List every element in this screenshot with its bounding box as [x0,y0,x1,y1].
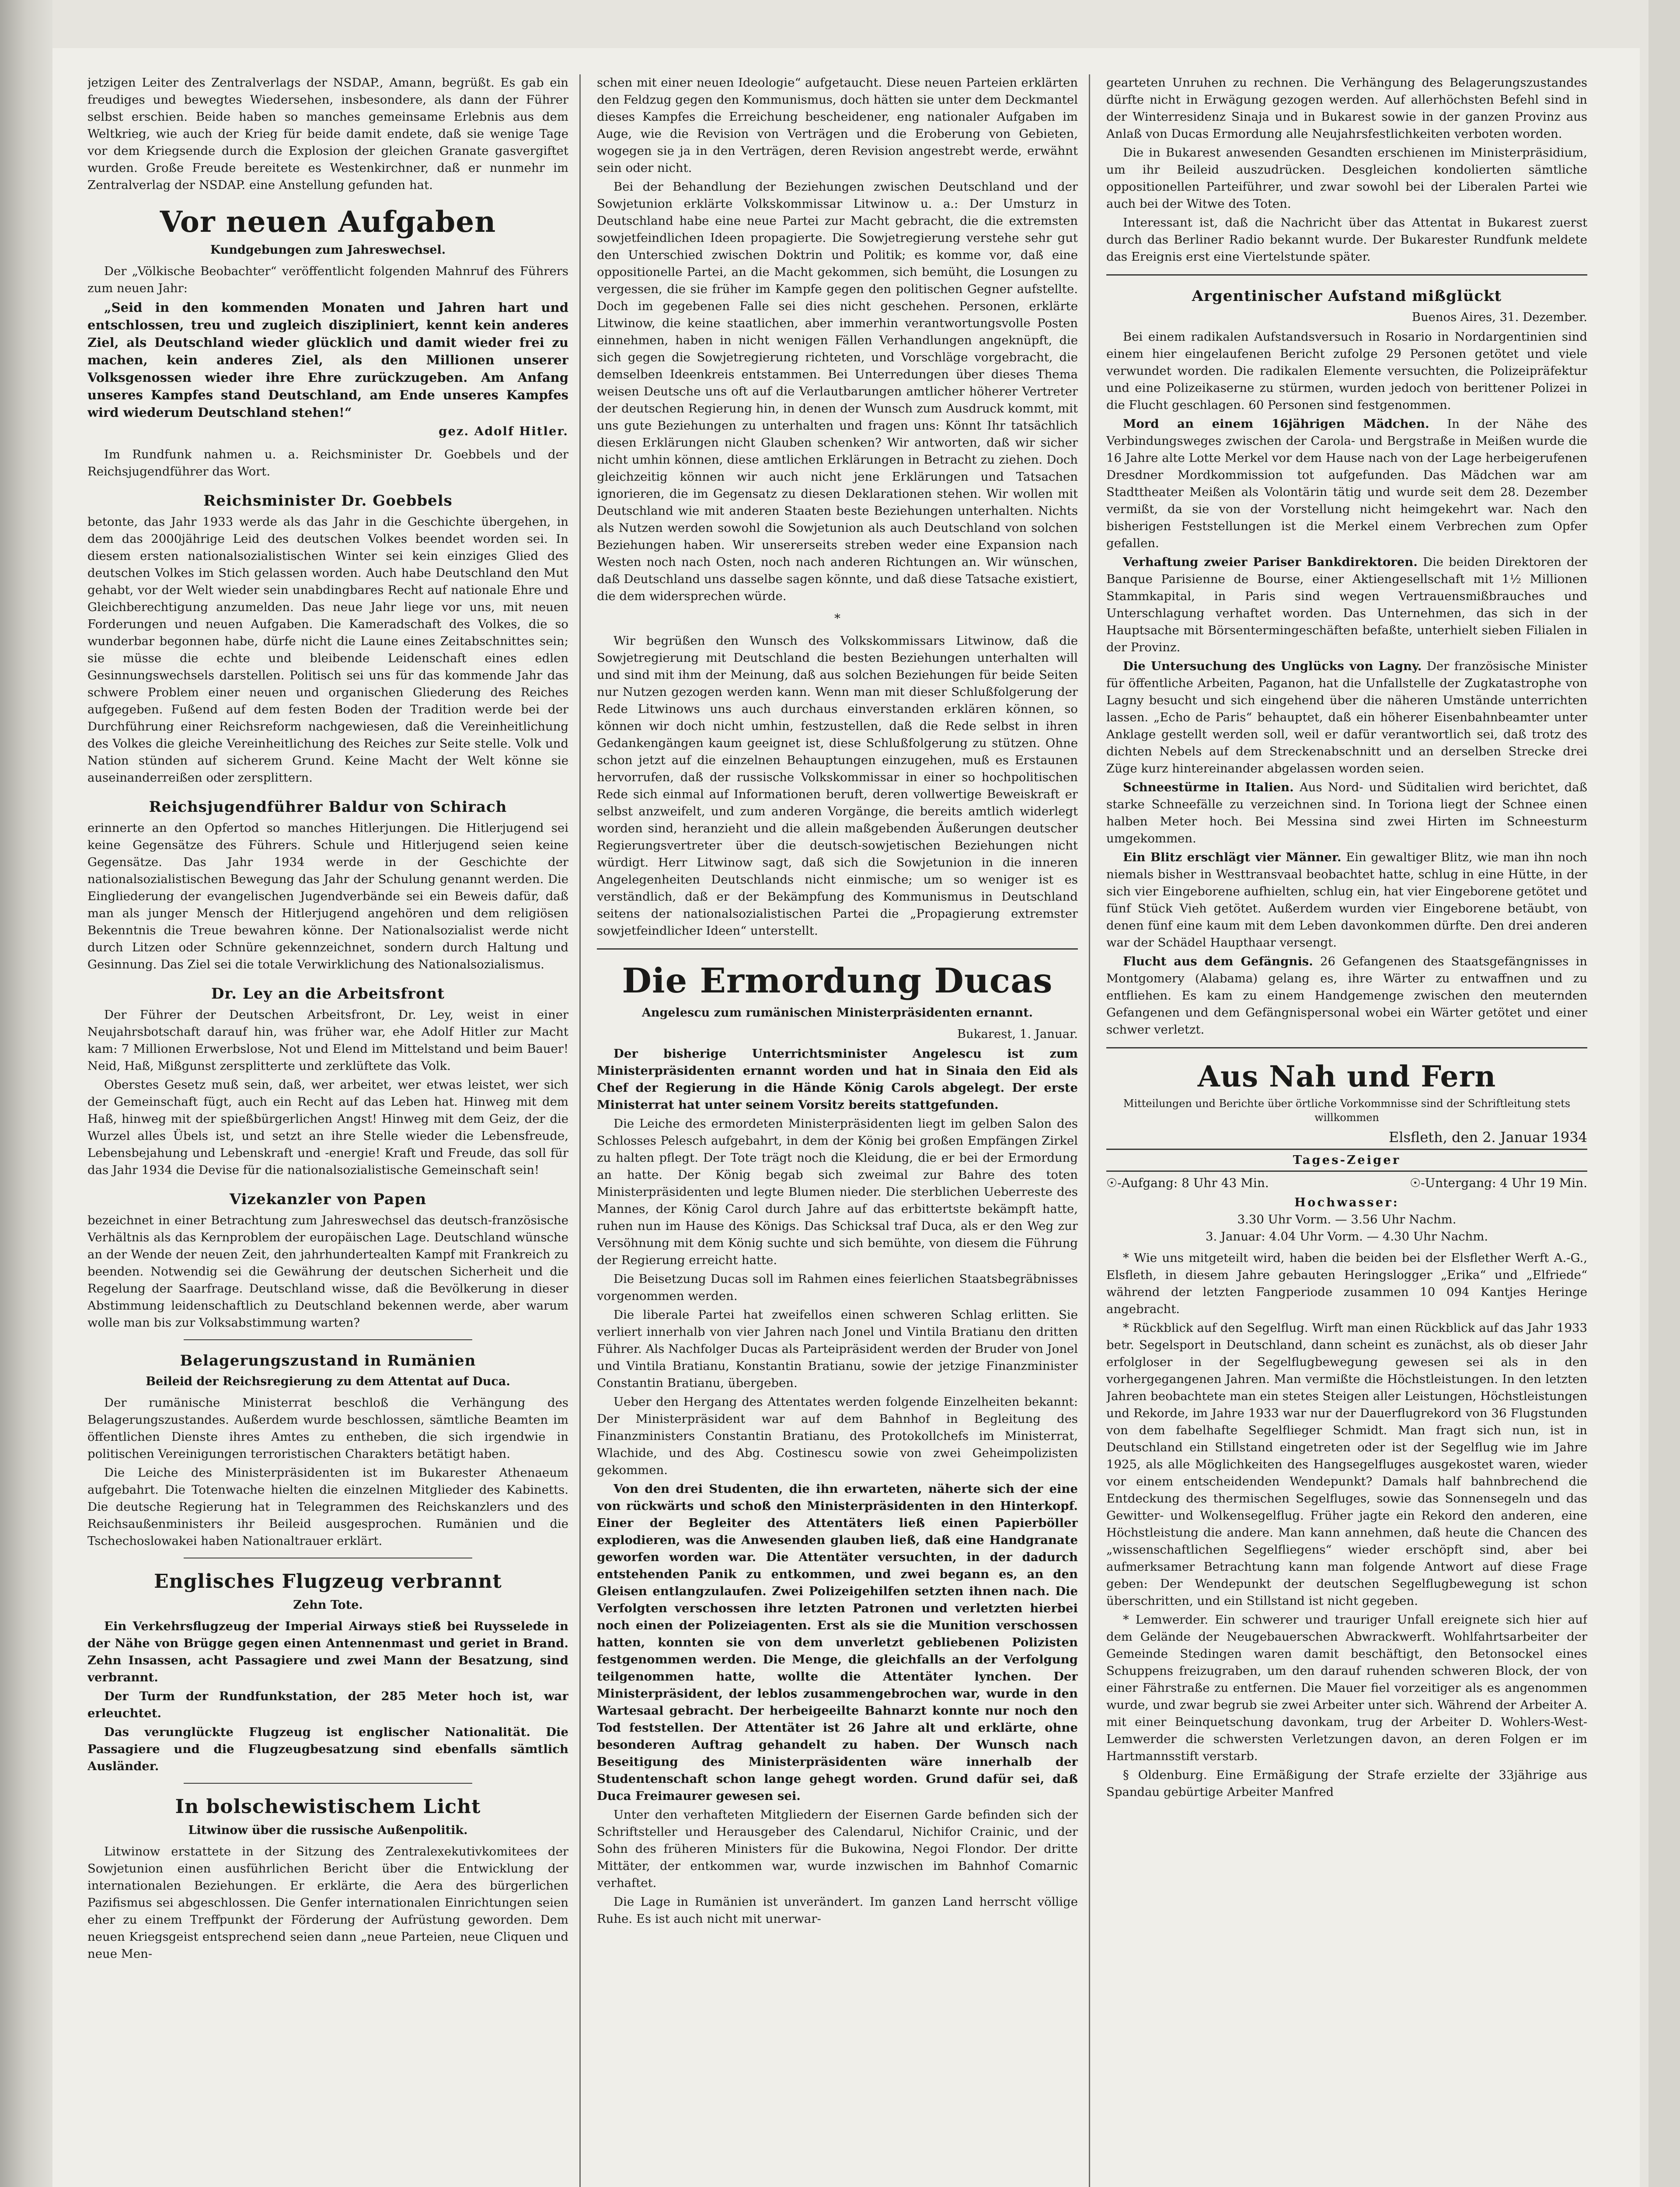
tide-times: 3.30 Uhr Vorm. — 3.56 Uhr Nachm. [1237,1212,1457,1226]
news-text: Ein gewaltiger Blitz, wie man ihn noch niemals bisher in Westtransvaal beobachtet hatte, schlug in eine Hütte, in der sich vier Eingeborene aufhielten, schlug ein, hat vier Eingeborene getötet und fünf Stück Vieh getötet. Außerdem wurden vier Eingeborene betäubt, von denen fünf eine kaum mit dem Leben davonkommen dürfte. Den drei anderen war der Schädel Haupthaar versengt. [1106,850,1587,950]
column-rule [579,74,581,2187]
subheadline: Zehn Tote. [293,1598,363,1612]
column-2 [597,74,1078,2187]
sunrise-time: ☉-Aufgang: 8 Uhr 43 Min. [1106,1176,1269,1190]
tide-times: 3. Januar: 4.04 Uhr Vorm. — 4.30 Uhr Nachm. [1205,1230,1488,1244]
dateline: Bukarest, 1. Januar. [957,1027,1078,1041]
paragraph: Ein Verkehrsflugzeug der Imperial Airways stieß bei Ruysselede in der Nähe von Brügge gegen einen Antennenmast und geriet in Brand. Zehn Insassen, acht Passagiere und zwei Mann der Besatzung, sind verbrannt. [87,1619,568,1684]
paragraph: Der rumänische Ministerrat beschloß die Verhängung des Belagerungszustandes. Außerdem wurde beschlossen, sämtliche Beamten im öffentlichen Dienste ihres Amtes zu entheben, die sich irgendwie in politischen Vereinigungen terroristischen Charakters betätigt haben. [87,1396,568,1461]
paragraph: Bei einem radikalen Aufstandsversuch in Rosario in Nordargentinien sind einem hier eingelaufenen Bericht zufolge 29 Personen getötet und viele verwundet worden. Die radikalen Elemente versuchten, die Polizeipräfektur und eine Polizeikaserne zu stürmen, wurden jedoch von berittener Polizei in die Flucht geschlagen. 60 Personen sind festgenommen. [1106,330,1587,412]
paragraph: Oberstes Gesetz muß sein, daß, wer arbeitet, wer etwas leistet, wer sich der Gemeinschaft fügt, auch ein Recht auf das Leben hat. Hinweg mit dem Haß, hinweg mit der spießbürgerlichen Angst! Hinweg mit dem Geiz, der die Wurzel alles Übels ist, und setzt an ihre Stelle wieder die Lebensfreude, Lebensbejahung und Lebenskraft und -energie! Kraft und Freude, das soll für das Jahr 1934 die Devise für die nationalsozialistische Gemeinschaft sein! [87,1078,568,1177]
divider [597,948,1078,950]
headline-englisches-flugzeug: Englisches Flugzeug verbrannt [154,1570,502,1593]
paragraph: Die liberale Partei hat zweifellos einen schweren Schlag erlitten. Sie verliert innerhalb von vier Jahren nach Jonel und Vintila Bratianu den dritten Führer. Als Nachfolger Ducas als Parteipräsident werden der Bruder von Jonel und Vintila Bratianu, Konstantin Bratianu, sowie der jetzige Finanzminister Constantin Bratianu, übergeben. [597,1308,1078,1390]
divider [184,1783,472,1784]
page-edge [1649,0,1680,2187]
sun-times [1106,1174,1587,1191]
subheadline: Kundgebungen zum Jahreswechsel. [210,243,446,257]
paragraph: betonte, das Jahr 1933 werde als das Jahr in die Geschichte übergehen, in dem das 2000jährige Leid des deutschen Volkes beendet worden sei. In diesem ersten nationalsozialistischen Winter sei kein einziges Glied des deutschen Volkes im Stich gelassen worden. Auch habe Deutschland den Mut gehabt, vor der Welt wieder sein unabdingbares Recht auf nationale Ehre und Gleichberechtigung anzumelden. Das neue Jahr liege vor uns, mit neuen Forderungen und neuen Aufgaben. Die Kameradschaft des Volkes, die so wunderbar begonnen habe, dürfe nicht die Laune eines Zeitabschnittes sein; sie müsse die echte und bleibende Leidenschaft eines edlen Gesinnungswechsels darstellen. Politisch sei uns für das kommende Jahr das schwere Problem einer neuen und organischen Gliederung des Reiches aufgegeben. Fußend auf dem festen Boden der Tradition werde bei der Durchführung einer Reichsreform nachgewiesen, daß die Vereinheitlichung des Volkes die gleiche Vereinheitlichung des Reiches zur Seite stelle. Volk und Nation stünden auf sicherem Grund. Keine Macht der Welt könne sie auseinanderreißen oder zersplittern. [87,515,568,785]
tageszeiger-title: Tages-Zeiger [1106,1149,1587,1172]
article-continuation: gearteten Unruhen zu rechnen. Die Verhängung des Belagerungszustandes dürfte nicht in Erwägung gezogen werden. Auf allerhöchsten Befehl sind in der Winterresidenz Sinaja und in Bukarest sowie in der ganzen Provinz aus Anlaß von Ducas Ermordung alle Neujahrsfestlichkeiten verboten worden. [1106,76,1587,141]
divider [1106,274,1587,276]
quote-block: „Seid in den kommenden Monaten und Jahren hart und entschlossen, treu und zugleich diszipliniert, kennt kein anderes Ziel, als Deutschland wieder glücklich und damit wieder frei zu machen, kein anderes Ziel, als den Millionen unserer Volksgenossen wieder ihre Ehre zurückzugeben. Am Anfang unseres Kampfes stand Deutschland, am Ende unseres Kampfes wird wiederum Deutschland stehen!“ [87,300,568,420]
news-title: Schneestürme in Italien. [1123,780,1294,794]
news-text: 26 Gefangenen des Staatsgefängnisses in Montgomery (Alabama) gelang es, ihre Wärter zu entwaffnen und zu entfliehen. Es kam zu einem Handgemenge zwischen den meuternden Gefangenen und dem Gefängnispersonal wobei ein Wärter getötet und einer schwer verletzt. [1106,954,1587,1037]
hochwasser-title: Hochwasser: [1294,1195,1399,1209]
local-news: § Oldenburg. Eine Ermäßigung der Strafe erzielte der 33jährige aus Spandau gebürtige Arbeiter Manfred [1106,1768,1587,1799]
paragraph: Die Leiche des ermordeten Ministerpräsidenten liegt im gelben Salon des Schlosses Pelesch aufgebahrt, in dem der König bei großen Empfängen Zirkel zu halten pflegt. Der Tote trägt noch die Kleidung, die er bei der Ermordung an hatte. Der König begab sich zweimal zur Bahre des toten Ministerpräsidenten und legte Blumen nieder. Die sterblichen Ueberreste des Mannes, der König Carol durch Jahre auf das erbittertste bekämpft hatte, ruhen nun im Hause des Königs. Das Schicksal traf Duca, als er den Weg zur Versöhnung mit dem König suchte und sich bemühte, von diesem die Führung der Regierung erreicht hatte. [597,1117,1078,1267]
headline-papen: Vizekanzler von Papen [229,1191,427,1208]
news-title: Ein Blitz erschlägt vier Männer. [1123,850,1342,864]
column-1 [87,74,568,2187]
headline-ermordung-ducas: Die Ermordung Ducas [622,961,1053,1001]
local-news: * Wie uns mitgeteilt wird, haben die beiden bei der Elsflether Werft A.-G., Elsfleth, in diesem Jahre gebauten Heringslogger „Erika“ und „Elfriede“ während der letzten Fangperiode zusammen 10 094 Kantjes Heringe angebracht. [1106,1251,1587,1316]
column-3 [1106,74,1587,2187]
paragraph: Interessant ist, daß die Nachricht über das Attentat in Bukarest zuerst durch das Berliner Radio bekannt wurde. Der Bukarester Rundfunk meldete das Ereignis erst eine Viertelstunde später. [1106,216,1587,264]
asterisk-separator: * [834,611,840,625]
subheadline: Angelescu zum rumänischen Ministerpräsidenten ernannt. [641,1006,1033,1020]
local-news: * Rückblick auf den Segelflug. Wirft man einen Rückblick auf das Jahr 1933 betr. Segelsport in Deutschland, dann scheint es zunächst, als ob dieser Jahr erfolgloser in der Segelflugbewegung gewesen sei als in den vorhergegangenen Jahren. Man vermißte die Höchstleistungen. In den letzten Jahren beobachtete man ein stetes Steigen aller Leistungen, Höchstleistungen und Rekorde, im Jahre 1933 war nur der Dauerflugrekord von 36 Flugstunden von dem fabelhafte Segelflieger Schmidt. Man fragt sich nun, ist in Deutschland ein Stillstand eingetreten oder ist der Segelflug wie im Jahre 1925, als alle Möglichkeiten des Hangsegelfluges ausgekostet waren, wieder vor einem entscheidenden Wendepunkt? Damals half bahnbrechend die Entdeckung des thermischen Segelfluges, sowie das Sonnensegeln und das Gewitter- und Wolkensegelflug. Früher jagte ein Rekord den anderen, eine Höchstleistung die andere. Man kann annehmen, daß heute die Chancen des „wissenschaftlichen Segelfliegens“ wieder erschöpft sind, aber bei aufmerksamer Betrachtung kann man folgende Antwort auf diese Frage geben: Der Wendepunkt der deutschen Segelflugbewegung ist schon überschritten, und ein Stillstand ist nicht gegeben. [1106,1321,1587,1608]
paragraph: Litwinow erstattete in der Sitzung des Zentralexekutivkomitees der Sowjetunion einen ausführlichen Bericht über die Entwicklung der internationalen Beziehungen. Er erklärte, die Aera des bürgerlichen Pazifismus sei abgeschlossen. Die Genfer internationalen Einrichtungen seien eher zu einem Treffpunkt der Förderung der Aufrüstung geworden. Dem neuen Kriegsgeist entsprechend seien dann „neue Parteien, neue Cliquen und neue Men- [87,1845,568,1961]
news-title: Mord an einem 16jährigen Mädchen. [1123,417,1429,431]
lead-paragraph: Der bisherige Unterrichtsminister Angelescu ist zum Ministerpräsidenten ernannt worden und hat in Sinaia den Eid als Chef der Regierung in die Hände König Carols abgelegt. Der erste Ministerrat hat unter seinem Vorsitz bereits stattgefunden. [597,1047,1078,1112]
news-text: Die beiden Direktoren der Banque Parisienne de Bourse, einer Aktiengesellschaft mit 1½ Millionen Stammkapital, in Paris sind wegen Vertrauensmißbrauches und Unterschlagung verhaftet worden. Das Unternehmen, das sich in der Hauptsache mit Börsentermingeschäften befaßte, unterhielt sieben Filialen in der Provinz. [1106,555,1587,654]
paragraph: Der Führer der Deutschen Arbeitsfront, Dr. Ley, weist in einer Neujahrsbotschaft darauf hin, was früher war, ehe Adolf Hitler zur Macht kam: 7 Millionen Erwerbslose, Not und Elend im Mittelstand und beim Bauer! Neid, Haß, Mißgunst zersplitterte und zerklüftete das Volk. [87,1008,568,1073]
paragraph: Unter den verhafteten Mitgliedern der Eisernen Garde befinden sich der Schriftsteller und Herausgeber des Calendarul, Nichifor Crainic, und der Sohn des früheren Ministers für die Bukowina, Negoi Flondor. Der dritte Mittäter, der entkommen war, wurde inzwischen im Bahnhof Comarnic verhaftet. [597,1808,1078,1890]
news-title: Verhaftung zweier Pariser Bankdirektoren. [1123,555,1418,569]
news-text: Aus Nord- und Süditalien wird berichtet, daß starke Schneefälle zu verzeichnen sind. In Toriona liegt der Schnee einen halben Meter hoch. Bei Messina sind zwei Hirten im Schneesturm umgekommen. [1106,780,1587,845]
paragraph: Das verunglückte Flugzeug ist englischer Nationalität. Die Passagiere und die Flugzeugbesatzung sind ebenfalls sämtlich Ausländer. [87,1725,568,1773]
news-title: Die Untersuchung des Unglücks von Lagny. [1123,659,1422,673]
headline-ley: Dr. Ley an die Arbeitsfront [211,985,445,1003]
headline-bolschewistisch: In bolschewistischem Licht [175,1796,481,1818]
headline-argentinien: Argentinischer Aufstand mißglückt [1192,287,1502,305]
headline-aus-nah-und-fern: Aus Nah und Fern [1197,1059,1496,1094]
paragraph: Von den drei Studenten, die ihn erwarteten, näherte sich der eine von rückwärts und schoß den Ministerpräsidenten in den Hinterkopf. Einer der Begleiter des Attentäters ließ einen Papierböller explodieren, was die Anwesenden glauben ließ, daß eine Handgranate geworfen worden war. Die Attentäter versuchten, in der dadurch entstehenden Panik zu entkommen, und zwei begann es, an den Gleisen entlangzulaufen. Zwei Polizeigehilfen setzten ihnen nach. Die Verfolgten verschossen ihre letzten Patronen und verletzten hierbei noch einen der Polizeiagenten. Erst als sie die Munition verschossen hatten, konnten sie von dem unverletzt gebliebenen Polizisten festgenommen werden. Die Menge, die gleichfalls an der Verfolgung teilgenommen hatte, wollte die Attentäter lynchen. Der Ministerpräsident, der leblos zusammengebrochen war, wurde in den Wartesaal gebracht. Der herbeigeeilte Bahnarzt konnte nur noch den Tod feststellen. Der Attentäter ist 26 Jahre alt und erklärte, ohne besonderen Auftrag gehandelt zu haben. Der Wunsch nach Beseitigung des Ministerpräsidenten wäre innerhalb der Studentenschaft schon lange gehegt worden. Grund dafür sei, daß Duca Freimaurer gewesen sei. [597,1482,1078,1803]
paragraph: Der Turm der Rundfunkstation, der 285 Meter hoch ist, war erleuchtet. [87,1689,568,1720]
paragraph: Die Leiche des Ministerpräsidenten ist im Bukarester Athenaeum aufgebahrt. Die Totenwache hielten die einzelnen Mitglieder des Kabinetts. Die deutsche Regierung hat in Telegrammen des Reichskanzlers und des Reichsaußenministers ihr Beileid ausgesprochen. Rumänien und die Tschechoslowakei haben Nationaltrauer erklärt. [87,1466,568,1548]
paragraph: bezeichnet in einer Betrachtung zum Jahreswechsel das deutsch-französische Verhältnis als das Kernproblem der europäischen Lage. Deutschland wünsche an der Wende der neuen Zeit, den jahrhundertealten Kampf mit Frankreich zu beenden. Notwendig sei die Gewährung der deutschen Sicherheit und die Regelung der Saarfrage. Deutschland wisse, daß die Bevölkerung in dieser Abstimmung leidenschaftlich zu Deutschland bekennen werde, aber warum wolle man bis zur Volksabstimmung warten? [87,1213,568,1330]
subheadline: Beileid der Reichsregierung zu dem Attentat auf Duca. [146,1375,510,1388]
dateline: Elsfleth, den 2. Januar 1934 [1388,1129,1587,1146]
dateline: Buenos Aires, 31. Dezember. [1412,310,1587,324]
article-continuation: schen mit einer neuen Ideologie“ aufgetaucht. Diese neuen Parteien erklärten den Feldzug gegen den Kommunismus, doch hätten sie unter dem Deckmantel dieses Kampfes die Erreichung bescheidener, eng nationaler Aufgaben im Auge, wie die Revision von Verträgen und die Eroberung von Gebieten, wogegen sie ja in den Verträgen, deren Revision angestrebt werde, erwähnt sein oder nicht. [597,76,1078,175]
paragraph: erinnerte an den Opfertod so manches Hitlerjungen. Die Hitlerjugend sei keine Gegensätze des Führers. Schule und Hitlerjugend seien keine Gegensätze. Das Jahr 1934 werde in der Geschichte der nationalsozialistischen Bewegung das Jahr der Schulung genannt werden. Die Eingliederung der evangelischen Jugendverbände sei ein Beweis dafür, daß man als junger Mensch der Hitlerjugend angehören und dem religiösen Bekenntnis die Treue bewahren könne. Der Nationalsozialist werde nicht durch Litzen oder Schnüre gekennzeichnet, sondern durch Haltung und Gesinnung. Das Ziel sei die totale Verwirklichung des Nationalsozialismus. [87,821,568,971]
local-news: * Lemwerder. Ein schwerer und trauriger Unfall ereignete sich hier auf dem Gelände der Neugebauerschen Abwrackwerft. Wohlfahrtsarbeiter der Gemeinde Stedingen waren damit beschäftigt, den Betonsockel eines Schuppens freizugraben, um den darauf ruhenden schweren Block, der von einer Fährstraße zu entfernen. Die Mauer fiel vorzeitiger als es angenommen wurde, und zwar begrub sie zwei Arbeiter unter sich. Während der Arbeiter A. mit einer Beinquetschung davonkam, trug der Arbeiter D. Wohlers-West-Lemwerder die schwersten Verletzungen davon, an deren Folgen er im Hartmannsstift verstarb. [1106,1613,1587,1763]
headline-schirach: Reichsjugendführer Baldur von Schirach [149,798,507,816]
column-rule [1089,74,1090,2187]
news-title: Flucht aus dem Gefängnis. [1123,954,1313,968]
book-spine [0,0,52,2187]
sun-icon: ☉ [1106,1176,1118,1190]
paragraph: Wir begrüßen den Wunsch des Volkskommissars Litwinow, daß die Sowjetregierung mit Deutschland die besten Beziehungen unterhalten will und sind mit ihm der Meinung, daß aus solchen Beziehungen für beide Seiten nur Nutzen gezogen werden kann. Wenn man mit dieser Schlußfolgerung der Rede Litwinows uns auch durchaus einverstanden erklären können, so können wir doch nicht umhin, festzustellen, daß die Rede selbst in ihren Gedankengängen kaum geeignet ist, diese Schlußfolgerung zu stützen. Ohne schon jetzt auf die einzelnen Behauptungen einzugehen, muß es Erstaunen hervorrufen, daß der russische Volkskommissar in einer so hochpolitischen Rede sich einmal auf Informationen beruft, deren vollwertige Beweiskraft er selbst anzweifelt, und zum anderen Vorgänge, die bereits amtlich widerlegt worden sind, heranzieht und die allein maßgebenden Äußerungen deutscher Regierungsvertreter über die deutsch-sowjetischen Beziehungen nicht würdigt. Herr Litwinow sagt, daß sich die Sowjetunion in die inneren Angelegenheiten Deutschlands nicht einmische; um so weniger ist es verständlich, daß er der Bekämpfung des Kommunismus in Deutschland seitens der nationalsozialistischen Partei die „Propagierung extremster sowjetfeindlicher Ideen“ unterstellt. [597,634,1078,938]
divider [184,1339,472,1340]
section-note: Mitteilungen und Berichte über örtliche Vorkommnisse sind der Schriftleitung stets willkommen [1123,1097,1571,1124]
divider [1106,1047,1587,1048]
headline-belagerungszustand: Belagerungszustand in Rumänien [180,1352,476,1369]
news-text: In der Nähe des Verbindungsweges zwischen der Carola- und Bergstraße in Meißen wurde die 16 Jahre alte Lotte Merkel vor dem Hause nach von der Lage herbeigerufenen Dresdner Mordkommission tot aufgefunden. Das Mädchen war am Stadttheater Meißen als Volontärin tätig und wurde seit dem 28. Dezember vermißt, da sie von der Vorstellung nicht heimgekehrt war. Nach den bisherigen Feststellungen ist die Merkel einem Verbrechen zum Opfer gefallen. [1106,417,1587,550]
headline-vor-neuen-aufgaben: Vor neuen Aufgaben [160,205,496,239]
news-text: Der französische Minister für öffentliche Arbeiten, Paganon, hat die Unfallstelle der Zugkatastrophe von Lagny besucht und sich eingehend über die näheren Umstände unterrichten lassen. „Echo de Paris“ behauptet, daß ein höherer Eisenbahnbeamter unter Anklage gestellt werden soll, weil er dafür verantwortlich sei, daß trotz des dichten Nebels auf dem Streckenabschnitt und an derselben Strecke drei Züge kurz hintereinander abgelassen worden seien. [1106,659,1587,776]
sun-icon: ☉ [1409,1176,1421,1190]
paragraph: Die Lage in Rumänien ist unverändert. Im ganzen Land herrscht völlige Ruhe. Es ist auch nicht mit unerwar- [597,1895,1078,1926]
paragraph: Die in Bukarest anwesenden Gesandten erschienen im Ministerpräsidium, um ihr Beileid auszudrücken. Desgleichen kondolierten sämtliche oppositionellen Parteiführer, und zwar sowohl bei der Liberalen Partei wie auch bei der Witwe des Toten. [1106,146,1587,211]
paragraph: Bei der Behandlung der Beziehungen zwischen Deutschland und der Sowjetunion erklärte Volkskommissar Litwinow u. a.: Der Umsturz in Deutschland habe eine neue Partei zur Macht gebracht, die die extremsten sowjetfeindlichen Ideen propagierte. Die Sowjetregierung verstehe sehr gut den Unterschied zwischen Doktrin und Politik; es komme vor, daß eine oppositionelle Partei, an die Macht gekommen, sich bemüht, die Losungen zu vergessen, die sie früher im Kampfe gegen den politischen Gegner aufstellte. Doch im gegebenen Falle sei dies nicht geschehen. Personen, erklärte Litwinow, die keine staatlichen, aber immerhin verantwortungsvolle Posten einnehmen, haben in nicht wenigen Fällen Verhandlungen angeknüpft, die sich gegen die Sowjetregierung richteten, und Vorschläge vorgebracht, die demselben Ideenkreis entstammen. Bei Unterredungen über dieses Thema weisen Deutsche uns oft auf die Verlautbarungen amtlicher höherer Vertreter der deutschen Regierung hin, in denen der Wunsch zum Ausdruck kommt, mit uns gute Beziehungen zu unterhalten und fragen uns: Könnt Ihr tatsächlich diesen Erklärungen nicht Glauben schenken? Wir antworten, daß wir sicher nicht umhin können, diese amtlichen Erklärungen in Betracht zu ziehen. Doch gleichzeitig können wir auch nicht jene Erklärungen und Tatsachen ignorieren, die im Gegensatz zu diesen Deklarationen stehen. Wir wollen mit Deutschland wie mit anderen Staaten beste Beziehungen unterhalten. Nichts als Nutzen werden sowohl die Sowjetunion als auch Deutschland von solchen Beziehungen haben. Wir unsererseits streben weder eine Expansion nach Westen noch nach Osten, noch nach anderen Richtungen an. Wir wünschen, daß Deutschland uns dasselbe sagen könnte, und daß diese Tatsache existiert, die dem widersprechen würde. [597,180,1078,603]
paragraph: Die Beisetzung Ducas soll im Rahmen eines feierlichen Staatsbegräbnisses vorgenommen werden. [597,1272,1078,1303]
paragraph: Der „Völkische Beobachter“ veröffentlicht folgenden Mahnruf des Führers zum neuen Jahr: [87,264,568,295]
subheadline: Litwinow über die russische Außenpolitik. [188,1824,468,1837]
headline-goebbels: Reichsminister Dr. Goebbels [203,492,453,510]
signature: gez. Adolf Hitler. [439,424,568,438]
newspaper-page [52,48,1640,2187]
paragraph: Ueber den Hergang des Attentates werden folgende Einzelheiten bekannt: Der Ministerpräsident war auf dem Bahnhof in Begleitung des Finanzministers Constantin Bratianu, des Protokollchefs im Ministerrat, Wlachide, und des Abg. Costinescu sowie von zwei Geheimpolizisten gekommen. [597,1395,1078,1477]
article-continuation: jetzigen Leiter des Zentralverlags der NSDAP., Amann, begrüßt. Es gab ein freudiges und bewegtes Wiedersehen, insbesondere, als dann der Führer selbst erschien. Beide haben so manches gemeinsame Erlebnis aus dem Weltkrieg, wie auch der Krieg für beide damit endete, daß sie wenige Tage vor dem Kriegsende durch die Explosion der gleichen Granate gasvergiftet wurden. Große Freude bereitete es Westenkirchner, daß er nunmehr im Zentralverlag der NSDAP. eine Anstellung gefunden hat. [87,76,568,192]
sunset-time: ☉-Untergang: 4 Uhr 19 Min. [1409,1176,1587,1190]
paragraph: Im Rundfunk nahmen u. a. Reichsminister Dr. Goebbels und der Reichsjugendführer das Wort. [87,447,568,479]
